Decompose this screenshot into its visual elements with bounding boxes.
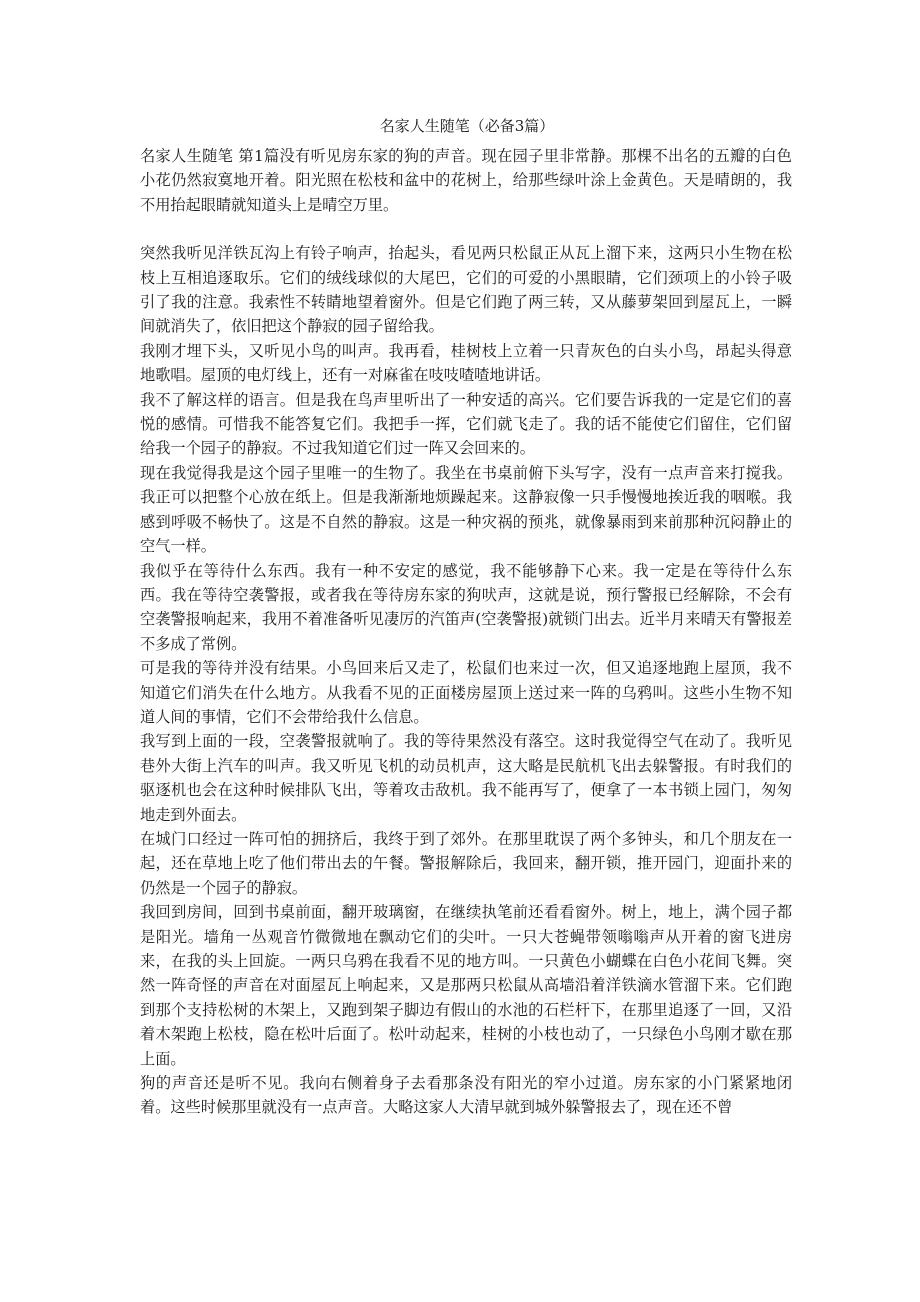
paragraph-7: 可是我的等待并没有结果。小鸟回来后又走了，松鼠们也来过一次，但又追逐地跑上屋顶，我不知道它们消失在什么地方。从我看不见的正面楼房屋顶上送过来一阵的乌鸦叫。这些小生物不知道人间的事情，它们不会带给我什么信息。 xyxy=(140,659,792,726)
paragraph-5: 现在我觉得我是这个园子里唯一的生物了。我坐在书桌前俯下头写字，没有一点声音来打搅我。我正可以把整个心放在纸上。但是我渐渐地烦躁起来。这静寂像一只手慢慢地挨近我的咽喉。我感到呼吸不畅快了。这是不自然的静寂。这是一种灾祸的预兆，就像暴雨到来前那种沉闷静止的空气一样。 xyxy=(140,463,792,556)
paragraph-8: 我写到上面的一段，空袭警报就响了。我的等待果然没有落空。这时我觉得空气在动了。我听见巷外大街上汽车的叫声。我又听见飞机的动员机声，这大略是民航机飞出去躲警报。有时我们的驱逐机也会在这种时候排队飞出，等着攻击敌机。我不能再写了，便拿了一本书锁上园门，匆匆地走到外面去。 xyxy=(140,732,792,824)
paragraph-6: 我似乎在等待什么东西。我有一种不安定的感觉，我不能够静下心来。我一定是在等待什么东西。我在等待空袭警报，或者我在等待房东家的狗吠声，这就是说，预行警报已经解除，不会有空袭警报响起来，我用不着准备听见凄厉的汽笛声(空袭警报)就锁门出去。近半月来晴天有警报差不多成了常例。 xyxy=(140,561,792,653)
paragraph-4: 我不了解这样的语言。但是我在鸟声里听出了一种安适的高兴。它们要告诉我的一定是它们的喜悦的感情。可惜我不能答复它们。我把手一挥，它们就飞走了。我的话不能使它们留住，它们留给我一个园子的静寂。不过我知道它们过一阵又会回来的。 xyxy=(140,390,792,458)
paragraph-gap xyxy=(140,217,792,241)
document-title: 名家人生随笔（必备3篇） xyxy=(379,117,555,135)
document-page xyxy=(140,112,792,1120)
paragraph-1: 名家人生随笔 第1篇没有听见房东家的狗的声音。现在园子里非常静。那棵不出名的五瓣的白色小花仍然寂寞地开着。阳光照在松枝和盆中的花树上，给那些绿叶涂上金黄色。天是晴朗的，我不用抬起眼睛就知道头上是晴空万里。 xyxy=(140,147,792,214)
paragraph-9: 在城门口经过一阵可怕的拥挤后，我终于到了郊外。在那里耽误了两个多钟头，和几个朋友在一起，还在草地上吃了他们带出去的午餐。警报解除后，我回来，翻开锁，推开园门，迎面扑来的仍然是一个园子的静寂。 xyxy=(140,829,792,897)
paragraph-3: 我刚才埋下头，又听见小鸟的叫声。我再看，桂树枝上立着一只青灰色的白头小鸟，昂起头得意地歌唱。屋顶的电灯线上，还有一对麻雀在吱吱喳喳地讲话。 xyxy=(140,341,792,385)
paragraph-2: 突然我听见洋铁瓦沟上有铃子响声，抬起头，看见两只松鼠正从瓦上溜下来，这两只小生物在松枝上互相追逐取乐。它们的绒线球似的大尾巴，它们的可爱的小黑眼睛，它们颈项上的小铃子吸引了我的注意。我索性不转睛地望着窗外。但是它们跑了两三转，又从藤萝架回到屋瓦上，一瞬间就消失了，依旧把这个静寂的园子留给我。 xyxy=(140,244,792,336)
paragraph-10: 我回到房间，回到书桌前面，翻开玻璃窗，在继续执笔前还看看窗外。树上，地上，满个园子都是阳光。墙角一丛观音竹微微地在飘动它们的尖叶。一只大苍蝇带领嗡嗡声从开着的窗飞进房来，在我的头上回旋。一两只乌鸦在我看不见的地方叫。一只黄色小蝴蝶在白色小花间飞舞。突然一阵奇怪的声音在对面屋瓦上响起来，又是那两只松鼠从高墙沿着洋铁滴水管溜下来。它们跑到那个支持松树的木架上，又跑到架子脚边有假山的水池的石栏杆下，在那里追逐了一回，又沿着木架跑上松枝，隐在松叶后面了。松叶动起来，桂树的小枝也动了，一只绿色小鸟刚才歇在那上面。 xyxy=(140,903,792,1068)
paragraph-11: 狗的声音还是听不见。我向右侧着身子去看那条没有阳光的窄小过道。房东家的小门紧紧地闭着。这些时候那里就没有一点声音。大略这家人大清早就到城外躲警报去了，现在还不曾 xyxy=(140,1074,792,1117)
